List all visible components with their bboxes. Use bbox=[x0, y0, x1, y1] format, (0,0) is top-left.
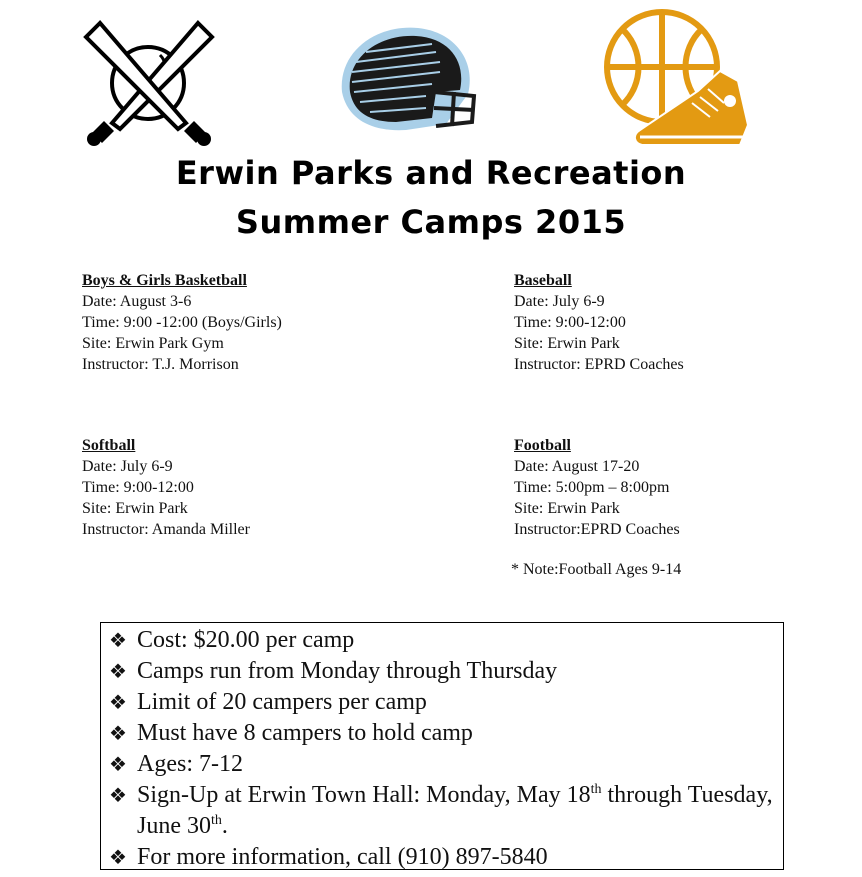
list-item bbox=[109, 625, 783, 656]
list-item bbox=[109, 656, 783, 687]
camp-time: Time: 9:00-12:00 bbox=[82, 479, 194, 496]
basketball-sneaker-icon bbox=[600, 5, 750, 150]
camp-date: Date: July 6-9 bbox=[82, 458, 173, 475]
camp-site: Site: Erwin Park Gym bbox=[82, 335, 224, 352]
info-box bbox=[100, 622, 784, 870]
camp-instructor: Instructor: EPRD Coaches bbox=[514, 356, 684, 373]
camp-name: Boys & Girls Basketball bbox=[82, 272, 247, 289]
list-item bbox=[109, 749, 783, 780]
camp-softball bbox=[82, 435, 250, 540]
camp-time: Time: 9:00-12:00 bbox=[514, 314, 626, 331]
diamond-bullet-icon: ❖ bbox=[109, 628, 127, 652]
camp-instructor: Instructor:EPRD Coaches bbox=[514, 521, 680, 538]
football-helmet-icon bbox=[336, 22, 486, 137]
diamond-bullet-icon: ❖ bbox=[109, 752, 127, 776]
camp-basketball bbox=[82, 270, 282, 375]
diamond-bullet-icon: ❖ bbox=[109, 845, 127, 869]
crossed-bats-baseball-icon bbox=[80, 15, 218, 150]
diamond-bullet-icon: ❖ bbox=[109, 783, 127, 807]
minimum-text: Must have 8 campers to hold camp bbox=[137, 720, 473, 746]
camp-date: Date: July 6-9 bbox=[514, 293, 605, 310]
camp-days-text: Camps run from Monday through Thursday bbox=[137, 658, 558, 684]
contact-text: For more information, call (910) 897-5840 bbox=[137, 844, 548, 870]
camp-site: Site: Erwin Park bbox=[514, 335, 620, 352]
list-item bbox=[109, 780, 783, 842]
signup-text: Sign-Up at Erwin Town Hall: Monday, May 18th through Tuesday, June 30th. bbox=[137, 782, 773, 839]
diamond-bullet-icon: ❖ bbox=[109, 690, 127, 714]
camp-site: Site: Erwin Park bbox=[514, 500, 620, 517]
camp-baseball bbox=[514, 270, 684, 375]
camp-site: Site: Erwin Park bbox=[82, 500, 188, 517]
camp-time: Time: 5:00pm – 8:00pm bbox=[514, 479, 670, 496]
camp-instructor: Instructor: T.J. Morrison bbox=[82, 356, 239, 373]
list-item bbox=[109, 718, 783, 749]
camp-date: Date: August 17-20 bbox=[514, 458, 640, 475]
cost-text: Cost: $20.00 per camp bbox=[137, 627, 355, 653]
page-title-line1: Erwin Parks and Recreation bbox=[175, 154, 687, 192]
camp-football bbox=[514, 435, 680, 540]
camp-date: Date: August 3-6 bbox=[82, 293, 192, 310]
camp-name: Football bbox=[514, 437, 571, 454]
camp-name: Softball bbox=[82, 437, 136, 454]
limit-text: Limit of 20 campers per camp bbox=[137, 689, 427, 715]
diamond-bullet-icon: ❖ bbox=[109, 659, 127, 683]
diamond-bullet-icon: ❖ bbox=[109, 721, 127, 745]
page-title-line2: Summer Camps 2015 bbox=[235, 203, 627, 241]
ages-text: Ages: 7-12 bbox=[137, 751, 243, 777]
camp-instructor: Instructor: Amanda Miller bbox=[82, 521, 250, 538]
list-item bbox=[109, 842, 783, 873]
list-item bbox=[109, 687, 783, 718]
camp-time: Time: 9:00 -12:00 (Boys/Girls) bbox=[82, 314, 282, 331]
camp-name: Baseball bbox=[514, 272, 572, 289]
football-age-note: * Note:Football Ages 9-14 bbox=[511, 561, 682, 578]
